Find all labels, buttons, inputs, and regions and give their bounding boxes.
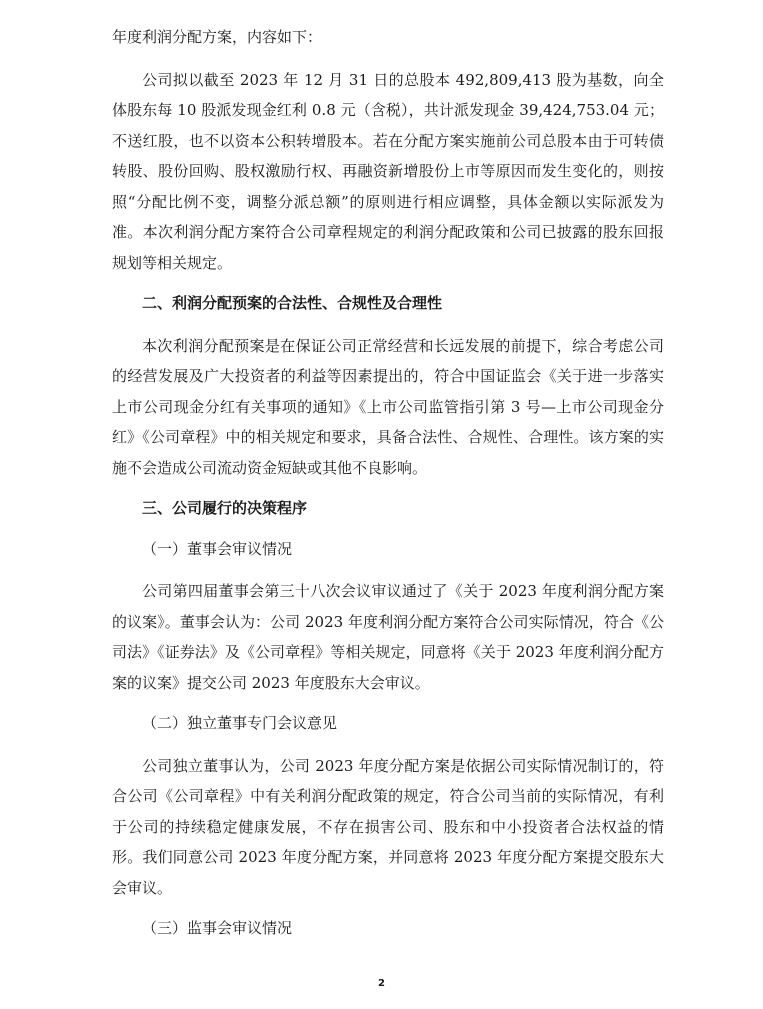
subheading-board-review: （一）董事会审议情况	[142, 539, 293, 558]
paragraph-legality: 本次利润分配预案是在保证公司正常经营和长远发展的前提下，综合考虑公司的经营发展及广大投资者的利益等因素提出的，符合中国证监会《关于进一步落实上市公司现金分红有关事项的通知》《上市公司监管指引第 3 号—上市公司现金分红》《公司章程》中的相关规定和要求，具备合法性、合规性、合理性。该方案的实施不会造成公司流动资金短缺或其他不良影响。	[112, 336, 664, 477]
paragraph-board-review: 公司第四届董事会第三十八次会议审议通过了《关于 2023 年度利润分配方案的议案》。董事会认为：公司 2023 年度利润分配方案符合公司实际情况，符合《公司法》《证券法》及《公司章程》等相关规定，同意将《关于 2023 年度利润分配方案的议案》提交公司 2023 年度股东大会审议。	[112, 582, 664, 692]
subheading-supervisory-board: （三）监事会审议情况	[142, 919, 293, 937]
page-number: 2	[378, 978, 385, 989]
paragraph-independent-directors: 公司独立董事认为，公司 2023 年度分配方案是依据公司实际情况制订的，符合公司《公司章程》中有关利润分配政策的规定，符合公司当前的实际情况，有利于公司的持续稳定健康发展，不存在损害公司、股东和中小投资者合法权益的情形。我们同意公司 2023 年度分配方案，并同意将 2023 年度分配方案提交股东大会审议。	[112, 756, 664, 897]
intro-line: 年度利润分配方案，内容如下：	[112, 28, 323, 46]
section-heading-decision-procedure: 三、公司履行的决策程序	[142, 499, 308, 517]
paragraph-distribution-plan: 公司拟以截至 2023 年 12 月 31 日的总股本 492,809,413 股为基数，向全体股东每 10 股派发现金红利 0.8 元（含税），共计派发现金 39,424,753.04 元；不送红股，也不以资本公积转增股本。若在分配方案实施前公司总股本由于可转债转股、股份回购、股权激励行权、再融资新增股份上市等原因而发生变化的，则按照“分配比例不变，调整分派总额”的原则进行相应调整，具体金额以实际派发为准。本次利润分配方案符合公司章程规定的利润分配政策和公司已披露的股东回报规划等相关规定。	[112, 70, 664, 272]
section-heading-legality: 二、利润分配预案的合法性、合规性及合理性	[142, 294, 443, 312]
subheading-independent-directors: （二）独立董事专门会议意见	[142, 714, 338, 732]
document-page	[112, 22, 664, 944]
